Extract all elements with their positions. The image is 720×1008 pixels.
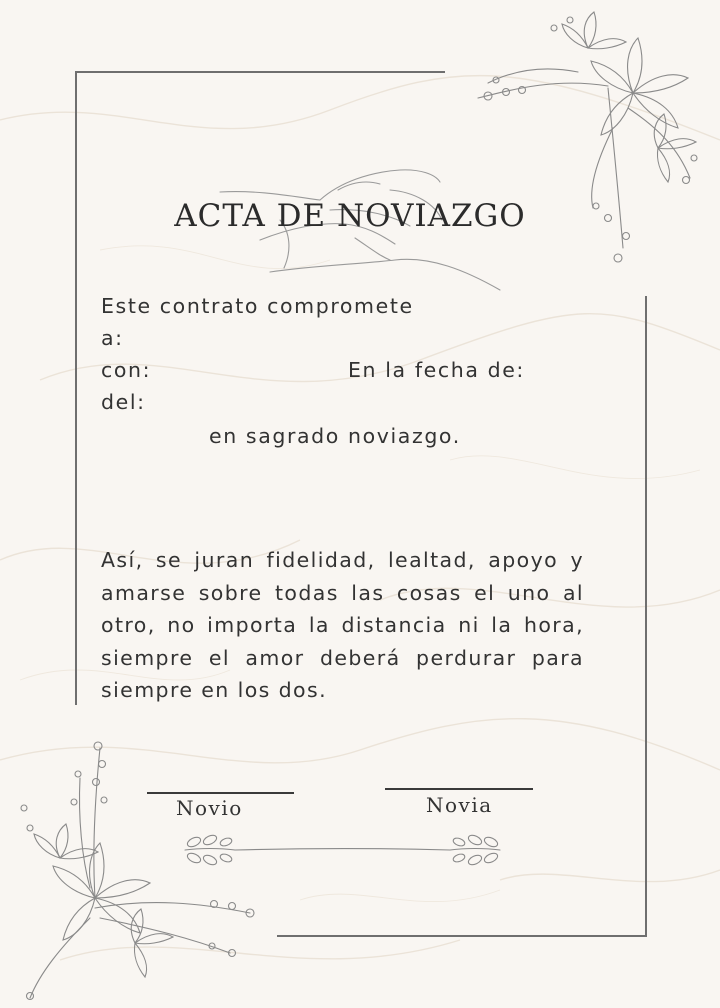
- frame-left-line: [75, 71, 77, 705]
- document-title: ACTA DE NOVIAZGO: [174, 198, 526, 234]
- frame-top-line: [75, 71, 445, 73]
- frame-bottom-line: [277, 935, 647, 937]
- laurel-divider: [180, 828, 505, 868]
- floral-corner-bottom-left: [0, 738, 270, 1008]
- field-del-label: del:: [101, 390, 146, 414]
- novia-signature-line: [385, 788, 533, 790]
- commit-line: Este contrato compromete: [101, 294, 414, 318]
- field-date-label: En la fecha de:: [348, 358, 525, 382]
- oath-paragraph: Así, se juran fidelidad, lealtad, apoyo y amarse sobre todas las cosas el uno al otro, no importa la distancia ni la hora, siempre el amor deberá perdurar para siempre en los dos.: [101, 548, 584, 702]
- novia-label: Novia: [426, 793, 493, 817]
- field-a-label: a:: [101, 326, 124, 350]
- field-con-label: con:: [101, 358, 152, 382]
- sagrado-line: en sagrado noviazgo.: [209, 424, 461, 448]
- novio-label: Novio: [176, 796, 243, 820]
- novio-signature-line: [147, 792, 294, 794]
- frame-right-line: [645, 296, 647, 937]
